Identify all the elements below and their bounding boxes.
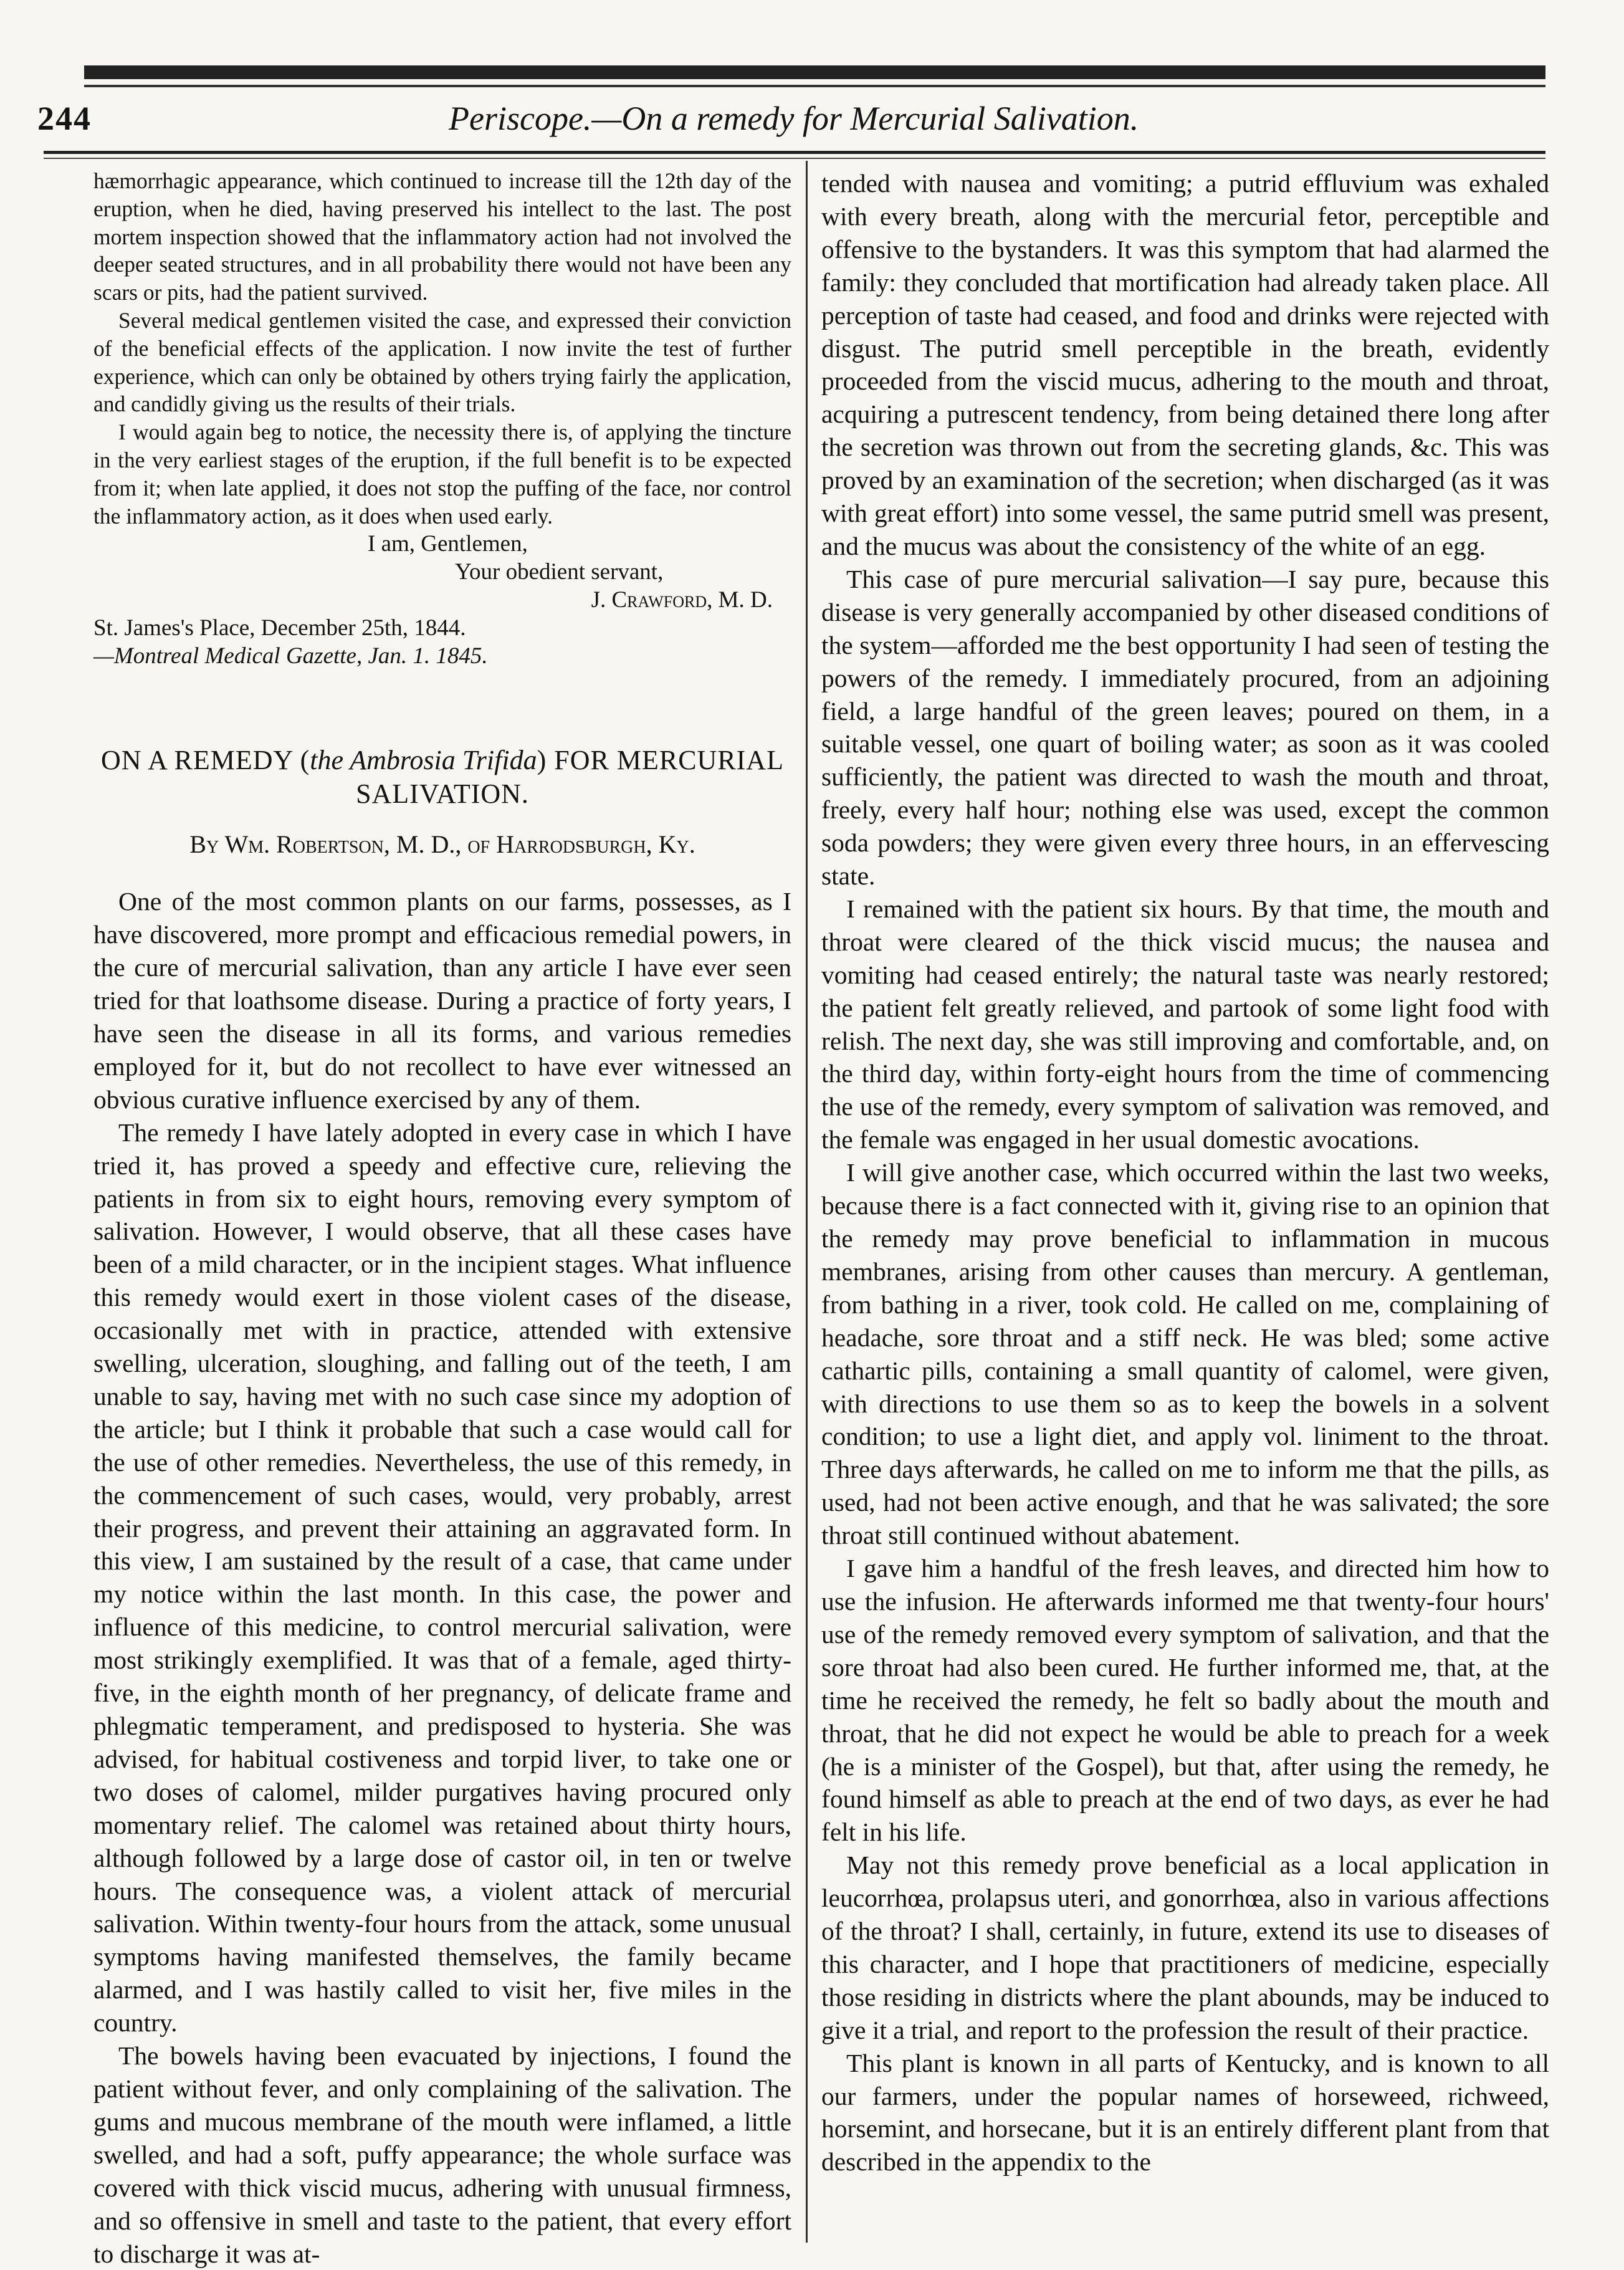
- article-byline: By Wm. Robertson, M. D., of Harrodsburgh, Ky.: [189, 830, 695, 859]
- body-paragraph: I gave him a handful of the fresh leaves, and directed him how to use the infusion. He afterwards informed me that twenty-four hours' use of the remedy removed every symptom of salivation, and that the sore throat had also been cured. He further informed me, that, at the time he received the remedy, he felt so badly about the mouth and throat, that he did not expect he would be able to preach for a week (he is a minister of the Gospel), but that, after using the remedy, he found himself as able to preach at the end of two days, as ever he had felt in his life.: [821, 1554, 1549, 1847]
- running-head: [37, 90, 1570, 159]
- article-title: ON A REMEDY (the Ambrosia Trifida) FOR MERCURIAL SALIVATION.: [101, 745, 784, 810]
- salutation: I am, Gentlemen,: [368, 531, 528, 557]
- header-rule-thin: [44, 158, 1545, 159]
- body-paragraph: This case of pure mercurial salivation—I say pure, because this disease is very generally accompanied by other diseased conditions of the system—afforded me the best opportunity I had seen of testing the powers of the remedy. I immediately procured, from an adjoining field, a large handful of the green leaves; poured on them, in a suitable vessel, one quart of boiling water; as soon as it was cooled sufficiently, the patient was directed to wash the mouth and throat, freely, every half hour; nothing else was used, except the common soda powders; they were given every three hours, in an effervescing state.: [821, 564, 1549, 891]
- column-divider: [806, 161, 808, 2243]
- top-border-rule-thin: [84, 85, 1545, 87]
- body-paragraph: May not this remedy prove beneficial as a local application in leucorrhœa, prolapsus uteri, and gonorrhœa, also in various affections of the throat? I shall, certainly, in future, extend its use to diseases of this character, and I hope that practitioners of medicine, especially those residing in districts where the plant abounds, may be induced to give it a trial, and report to the profession the result of their practice.: [821, 1851, 1549, 2044]
- running-title: Periscope.—On a remedy for Mercurial Salivation.: [449, 100, 1139, 137]
- source-citation: —Montreal Medical Gazette, Jan. 1. 1845.: [93, 643, 488, 669]
- body-paragraph: One of the most common plants on our farms, possesses, as I have discovered, more prompt and efficacious remedial powers, in the cure of mercurial salivation, than any article I have ever seen tried for that loathsome disease. During a practice of forty years, I have seen the disease in all its forms, and various remedies employed for it, but do not recollect to have ever witnessed an obvious curative influence exercised by any of them.: [93, 887, 791, 1114]
- body-paragraph: The remedy I have lately adopted in every case in which I have tried it, has proved a speedy and effective cure, relieving the patients in from six to eight hours, removing every symptom of salivation. However, I would observe, that all these cases have been of a mild character, or in the incipient stages. What influence this remedy would exert in those violent cases of the disease, occasionally met with in practice, attended with extensive swelling, ulceration, sloughing, and falling out of the teeth, I am unable to say, having met with no such case since my adoption of the article; but I think it probable that such a case would call for the use of other remedies. Nevertheless, the use of this remedy, in the commencement of such cases, would, very probably, arrest their progress, and prevent their attaining an aggravated form. In this view, I am sustained by the result of a case, that came under my notice within the last month. In this case, the power and influence of this medicine, to control mercurial salivation, were most strikingly exemplified. It was that of a female, aged thirty-five, in the eighth month of her pregnancy, of delicate frame and phlegmatic temperament, and predisposed to hysteria. She was advised, for habitual costiveness and torpid liver, to take one or two doses of calomel, milder purgatives having procured only momentary relief. The calomel was retained about thirty hours, although followed by a large dose of castor oil, in ten or twelve hours. The consequence was, a violent attack of mercurial salivation. Within twenty-four hours from the attack, some unusual symptoms having manifested themselves, the family became alarmed, and I was hastily called to visit her, five miles in the country.: [93, 1118, 791, 2038]
- header-rule: [44, 151, 1545, 154]
- right-column: [821, 167, 1549, 2178]
- body-paragraph: I will give another case, which occurred within the last two weeks, because there is a fact connected with it, giving rise to an opinion that the remedy may prove beneficial to inflammation in mucous membranes, arising from other causes than mercury. A gentleman, from bathing in a river, took cold. He called on me, complaining of headache, sore throat and a stiff neck. He was bled; some active cathartic pills, containing a small quantity of calomel, were given, with directions to use them so as to keep the bowels in a solvent condition; to use a light diet, and apply vol. liniment to the throat. Three days afterwards, he called on me to inform me that the pills, as used, had not been active enough, and that he was salivated; the sore throat still continued without abatement.: [821, 1158, 1549, 1550]
- page-number: 244: [37, 100, 92, 137]
- top-border-rule: [84, 65, 1545, 79]
- body-paragraph: I remained with the patient six hours. By that time, the mouth and throat were cleared of the thick viscid mucus; the nausea and vomiting had ceased entirely; the natural taste was nearly restored; the patient felt greatly relieved, and partook of some light food with relish. The next day, she was still improving and comfortable, and, on the third day, within forty-eight hours from the time of commencing the use of the remedy, every symptom of salivation was removed, and the female was engaged in her usual domestic avocations.: [821, 894, 1549, 1154]
- closing: Your obedient servant,: [455, 559, 664, 585]
- body-paragraph: The bowels having been evacuated by injections, I found the patient without fever, and only complaining of the salivation. The gums and mucous membrane of the mouth were inflamed, a little swelled, and had a soft, puffy appearance; the whole surface was covered with thick viscid mucus, adhering with unusual firmness, and so offensive in smell and taste to the patient, that every effort to discharge it was at-: [93, 2041, 791, 2268]
- body-paragraph: This plant is known in all parts of Kentucky, and is known to all our farmers, under the popular names of horseweed, richweed, horsemint, and horsecane, but it is an entirely different plant from that described in the appendix to the: [821, 2048, 1549, 2177]
- left-column: [93, 167, 791, 2270]
- letter-signoff: [93, 530, 791, 670]
- author-signature: J. Crawford, M. D.: [591, 587, 773, 613]
- prev-article-paragraph: hæmorrhagic appearance, which continued to increase till the 12th day of the eruption, when he died, having preserved his intellect to the last. The post mortem inspection showed that the inflammatory action had not involved the deeper seated structures, and in all probability there would not have been any scars or pits, had the patient survived.: [93, 168, 791, 305]
- letter-date: St. James's Place, December 25th, 1844.: [93, 615, 466, 641]
- body-paragraph: tended with nausea and vomiting; a putrid effluvium was exhaled with every breath, along with the mercurial fetor, perceptible and offensive to the bystanders. It was this symptom that had alarmed the family: they concluded that mortification had already taken place. All perception of taste had ceased, and food and drinks were rejected with disgust. The putrid smell perceptible in the breath, evidently proceeded from the viscid mucus, adhering to the mouth and throat, acquiring a putrescent tendency, from being detained there long after the secretion was thrown out from the secreting glands, &c. This was proved by an examination of the secretion; when discharged (as it was with great effort) into some vessel, the same putrid smell was present, and the mucus was about the consistency of the white of an egg.: [821, 169, 1549, 560]
- prev-article-paragraph: I would again beg to notice, the necessity there is, of applying the tincture in the very earliest stages of the eruption, if the full benefit is to be expected from it; when late applied, it does not stop the puffing of the face, nor control the inflammatory action, as it does when used early.: [93, 419, 791, 529]
- prev-article-paragraph: Several medical gentlemen visited the case, and expressed their conviction of the beneficial effects of the application. I now invite the test of further experience, which can only be obtained by others trying fairly the application, and candidly giving us the results of their trials.: [93, 307, 791, 417]
